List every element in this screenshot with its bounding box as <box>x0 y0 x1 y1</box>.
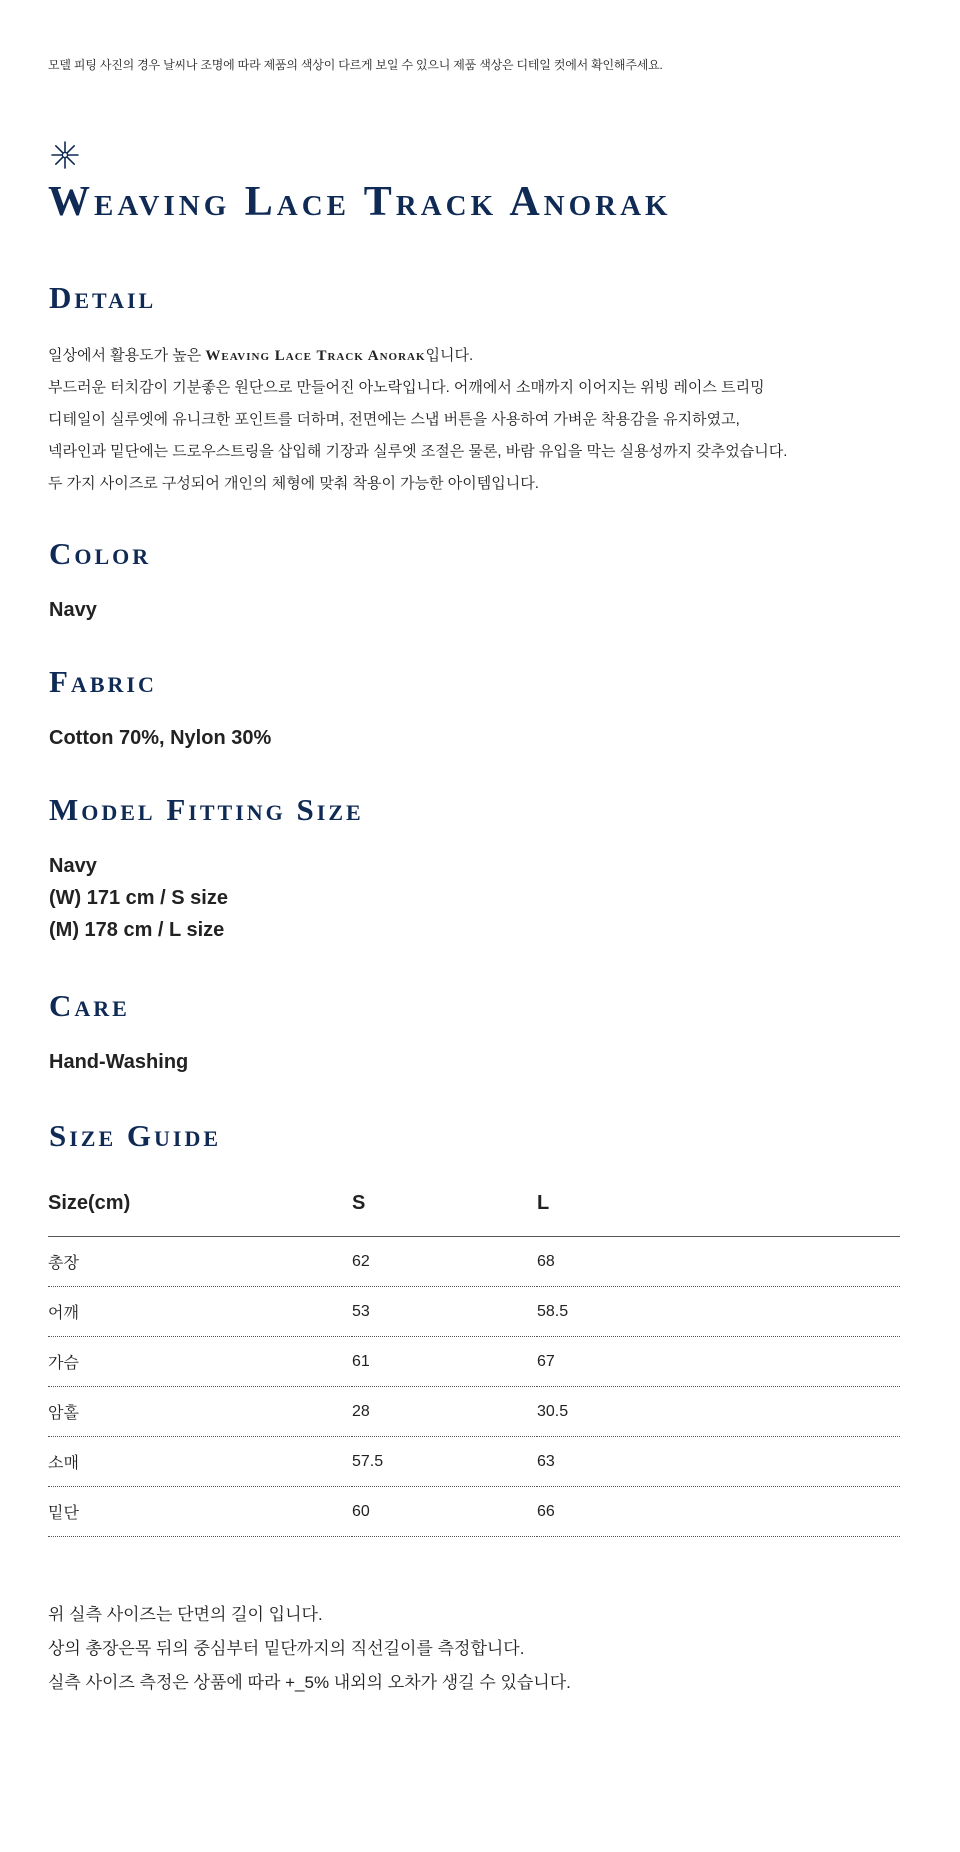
measure-s: 28 <box>352 1387 537 1437</box>
table-row <box>48 1487 900 1537</box>
detail-product-name: Weaving Lace Track Anorak <box>205 348 426 364</box>
model-women-size: (W) 171 cm / S size <box>49 887 228 909</box>
size-guide-heading: Size Guide <box>49 1118 222 1153</box>
detail-line: 디테일이 실루엣에 유니크한 포인트를 더하며, 전면에는 스냅 버튼을 사용하여 가벼운 착용감을 유지하였고, <box>48 411 740 428</box>
size-header-label: Size(cm) <box>48 1192 352 1237</box>
table-row <box>48 1387 900 1437</box>
measure-name: 총장 <box>48 1237 352 1287</box>
measure-name: 가슴 <box>48 1337 352 1387</box>
measure-l: 67 <box>537 1337 900 1387</box>
model-fitting-heading: Model Fitting Size <box>49 792 364 827</box>
size-header-l: L <box>537 1192 900 1237</box>
size-table-header <box>48 1192 900 1237</box>
care-value: Hand-Washing <box>49 1051 189 1073</box>
detail-line: 부드러운 터치감이 기분좋은 원단으로 만들어진 아노락입니다. 어깨에서 소매까지 이어지는 위빙 레이스 트리밍 <box>48 379 765 396</box>
table-row <box>48 1237 900 1287</box>
size-note: 위 실측 사이즈는 단면의 길이 입니다. <box>48 1605 323 1624</box>
table-row <box>48 1337 900 1387</box>
detail-line: 넥라인과 밑단에는 드로우스트링을 삽입해 기장과 실루엣 조절은 물론, 바람 유입을 막는 실용성까지 갖추었습니다. <box>48 443 788 460</box>
fabric-value: Cotton 70%, Nylon 30% <box>49 727 272 749</box>
color-heading: Color <box>49 536 152 571</box>
measure-s: 53 <box>352 1287 537 1337</box>
detail-description <box>48 340 787 500</box>
measure-l: 63 <box>537 1437 900 1487</box>
detail-intro-suffix: 입니다. <box>425 347 474 364</box>
measure-s: 57.5 <box>352 1437 537 1487</box>
size-note: 실측 사이즈 측정은 상품에 따라 +_5% 내외의 오차가 생길 수 있습니다. <box>48 1673 571 1692</box>
size-header-s: S <box>352 1192 537 1237</box>
detail-line: 두 가지 사이즈로 구성되어 개인의 체형에 맞춰 착용이 가능한 아이템입니다. <box>48 475 539 492</box>
model-color: Navy <box>49 855 97 877</box>
measure-name: 밑단 <box>48 1487 352 1537</box>
fabric-heading: Fabric <box>49 664 157 699</box>
detail-intro-line <box>48 340 787 372</box>
color-value: Navy <box>49 599 97 621</box>
measure-name: 어깨 <box>48 1287 352 1337</box>
measure-s: 61 <box>352 1337 537 1387</box>
table-row <box>48 1287 900 1337</box>
asterisk-snowflake-icon <box>50 140 80 170</box>
table-row <box>48 1437 900 1487</box>
measure-s: 60 <box>352 1487 537 1537</box>
measure-l: 68 <box>537 1237 900 1287</box>
measure-s: 62 <box>352 1237 537 1287</box>
measure-l: 66 <box>537 1487 900 1537</box>
size-note: 상의 총장은목 뒤의 중심부터 밑단까지의 직선길이를 측정합니다. <box>48 1639 525 1658</box>
model-fitting-info <box>49 850 228 946</box>
size-notes <box>48 1598 571 1700</box>
measure-l: 58.5 <box>537 1287 900 1337</box>
color-notice: 모델 피팅 사진의 경우 날씨나 조명에 따라 제품의 색상이 다르게 보일 수 있으니 제품 색상은 디테일 컷에서 확인해주세요. <box>48 58 663 72</box>
measure-name: 암홀 <box>48 1387 352 1437</box>
measure-l: 30.5 <box>537 1387 900 1437</box>
detail-heading: Detail <box>49 280 157 315</box>
model-men-size: (M) 178 cm / L size <box>49 919 225 941</box>
care-heading: Care <box>49 988 130 1023</box>
measure-name: 소매 <box>48 1437 352 1487</box>
size-guide-table <box>48 1192 900 1537</box>
product-title: Weaving Lace Track Anorak <box>48 179 672 225</box>
detail-intro-prefix: 일상에서 활용도가 높은 <box>48 347 206 364</box>
